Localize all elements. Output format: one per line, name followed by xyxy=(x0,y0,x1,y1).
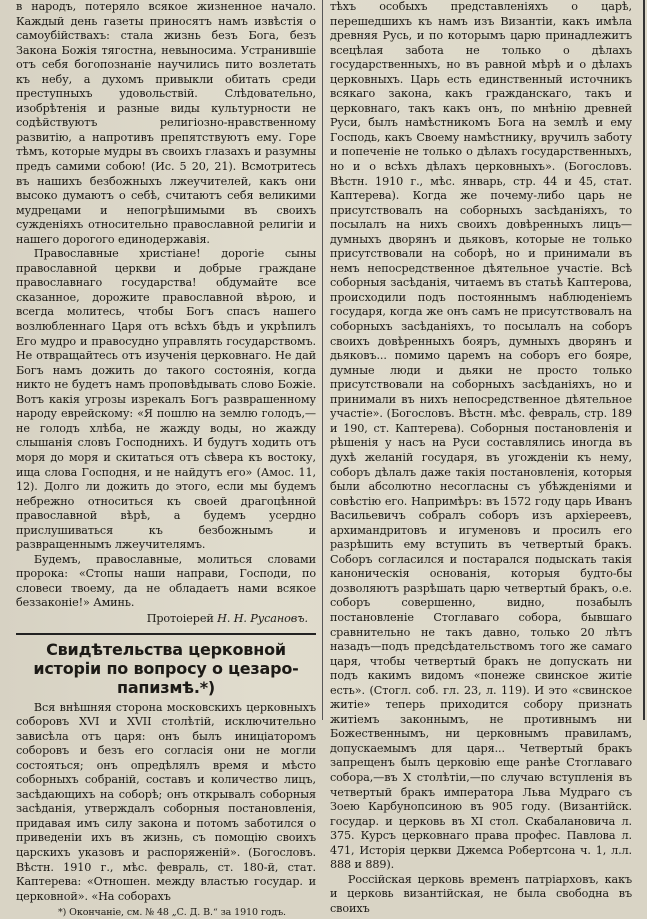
signature-rank: Протоіерей xyxy=(146,611,214,625)
sermon-paragraph-3: Будемъ, православные, молиться словами пророка: «Стопы наши направи, Господи, по словеси твоему, да не обладаетъ нами всякое беззаконіе!» Аминь. xyxy=(16,552,316,610)
right-column xyxy=(330,0,632,915)
article-paragraph: Вся внѣшняя сторона московскихъ церковныхъ соборовъ XVI и XVII столѣтій, исключительно зависѣла отъ царя: онъ былъ иниціаторомъ соборовъ и безъ его согласія они не могли состояться; онъ опредѣлялъ время и мѣсто соборныхъ собраній, составъ и количество лицъ, засѣдающихъ на соборѣ; онъ открывалъ соборныя засѣданія, утверждалъ соборныя постановленія, придавая имъ силу закона и потомъ заботился о приведеніи ихъ въ жизнь, съ помощію своихъ царскихъ указовъ и распоряженій». (Богословъ. Вѣстн. 1910 г., мѣс. февраль, ст. 180-й, стат. Каптерева: «Отношен. между властью государ. и церковной». «На соборахъ xyxy=(16,700,316,903)
column-divider xyxy=(322,0,323,720)
signature xyxy=(16,612,316,627)
sermon-paragraph-1: в народъ, потеряло всякое жизненное начало. Каждый день газеты приносятъ намъ извѣстія о самоубійствахъ: стала жизнь безъ Бога, безъ Закона Божія тягостна, невыносима. Устранившіе отъ себя богопознаніе научились пито возлетать къ небу, а духомъ привыкли обитать среди преступныхъ удовольствій. Слѣдовательно, изобрѣтенія и разные виды культурности не содѣйствуютъ религіозно-нравственному развитію, а напротивъ препятствуютъ ему. Горе тѣмъ, которые мудры въ своихъ глазахъ и разумны предъ самими собою! (Ис. 5 20, 21). Всмотритесь въ нашихъ безбожныхъ лжеучителей, какъ они высоко думаютъ о себѣ, считаютъ себя великими мудрецами и непогрѣшимыми въ своихъ сужденіяхъ относительно православной религіи и нашего дорогого единодержавія. xyxy=(16,0,316,246)
footnote: *) Окончаніе, см. № 48 „С. Д. В.“ за 1910 годъ. xyxy=(58,907,286,919)
article-paragraph-continued: тѣхъ особыхъ представленіяхъ о царѣ, перешедшихъ къ намъ изъ Византіи, какъ имѣла древняя Русь, и по которымъ царю принадлежитъ всецѣлая забота не только о дѣлахъ государственныхъ, но въ равной мѣрѣ и о дѣлахъ церковныхъ. Царь есть единственный источникъ всякаго закона, какъ гражданскаго, такъ и церковнаго, такъ какъ онъ, по мнѣнію древней Руси, былъ намѣстникомъ Бога на землѣ и ему Господь, какъ Своему намѣстнику, вручилъ заботу и попеченіе не только о дѣлахъ государственныхъ, но и о всѣхъ дѣлахъ церковныхъ». (Богословъ. Вѣстн. 1910 г., мѣс. январь, стр. 44 и 45, стат. Каптерева). Когда же почему-либо царь не присутствовалъ на соборныхъ засѣданіяхъ, то посылалъ на нихъ своихъ довѣренныхъ лицъ—думныхъ дворянъ и дьяковъ, которые не только присутствовали на соборѣ, но и принимали въ немъ непосредственное дѣятельное участіе. Всѣ соборныя засѣданія, читаемъ въ статьѣ Каптерова, происходили подъ постояннымъ наблюденіемъ государя, когда же онъ самъ не присутствовалъ на соборныхъ засѣданіяхъ, то посылалъ на соборъ своихъ довѣренныхъ бояръ, думныхъ дворянъ и дьяковъ... помимо царемъ на соборъ его бояре, думные люди и дьяки не просто только присутствовали на соборныхъ засѣданіяхъ, но и принимали въ нихъ непосредственное дѣятельное участіе». (Богословъ. Вѣстн. мѣс. февраль, стр. 189 и 190, ст. Каптерева). Соборныя постановленія и рѣшенія у насъ на Руси составлялись иногда въ духѣ желаній государя, въ угожденіи къ нему, соборъ дѣлалъ даже такія постановленія, которыя были абсолютно несогласны съ убѣжденіями и совѣстію его. Напримѣръ: въ 1572 году царь Иванъ Васильевичъ собралъ соборъ изъ архіереевъ, архимандритовъ и игуменовъ и просилъ его разрѣшить ему вступить въ четвертый бракъ. Соборъ согласился и постарался подыскать такія каноническія основанія, которыя будто-бы дозволяютъ разрѣшать царю четвертый бракъ, о.е. соборъ совершенно, видно, позабылъ постановленіе Стоглаваго собора, бывшаго сравнительно не такъ давно, только 20 лѣтъ назадъ—подъ предсѣдательствомъ того же самаго царя, чтобы четвертый бракъ не допускать ни подъ какимъ видомъ «понеже свинское житіе есть». (Стогл. соб. гл. 23, л. 119). И это «свинское житіе» теперь приходится собору признать житіемъ законнымъ, не противнымъ ни Божественнымъ, ни церковнымъ правиламъ, допускаемымъ для царя... Четвертый бракъ запрещенъ былъ церковію еще ранѣе Стоглаваго собора,—въ X столѣтіи,—по случаю вступленія въ четвертый бракъ императора Льва Мудраго съ Зоею Карбунопсиною въ 905 году. (Византійск. государ. и церковь въ XI стол. Скабалановича л. 375. Курсъ церковнаго права профес. Павлова л. 471, Исторія церкви Джемса Робертсона ч. 1, л.л. 888 и 889). xyxy=(330,0,632,872)
signature-name: Н. Н. Русановъ. xyxy=(217,611,308,625)
page-edge xyxy=(643,0,645,720)
left-column xyxy=(16,0,316,919)
article-paragraph-next: Россійская церковь временъ патріарховъ, какъ и церковь византійская, не была свободна въ своихъ xyxy=(330,872,632,915)
section-divider xyxy=(16,633,316,635)
article-heading: Свидѣтельства церковной исторіи по вопросу о цезаро-папизмѣ.*) xyxy=(33,639,299,697)
sermon-paragraph-2: Православные христіане! дорогіе сыны православной церкви и добрые граждане православнаго государства! обдумайте все сказанное, дорожите православной вѣрою, и всегда молитесь, чтобы Богъ спасъ нашего возлюбленнаго Царя отъ всѣхъ бѣдъ и укрѣпилъ Его мудро и правосудно управлять государствомъ. Не отвращайтесь отъ изученія церковнаго. Не дай Богъ намъ дожить до такого состоянія, когда никто не будетъ намъ проповѣдывать слово Божіе. Вотъ какія угрозы изрекалъ Богъ разврашенному народу еврейскому: «Я пошлю на землю голодъ,—не голодъ хлѣба, не жажду воды, но жажду слышанія словъ Господнихъ. И будутъ ходить отъ моря до моря и скитаться отъ сѣвера къ востоку, ища слова Господня, и не найдутъ его» (Амос. 11, 12). Долго ли дожить до этого, если мы будемъ небрежно относиться къ своей драгоцѣнной православной вѣрѣ, а будемъ усердно прислушиваться къ безбожнымъ и развращеннымъ лжеучителямъ. xyxy=(16,247,316,552)
